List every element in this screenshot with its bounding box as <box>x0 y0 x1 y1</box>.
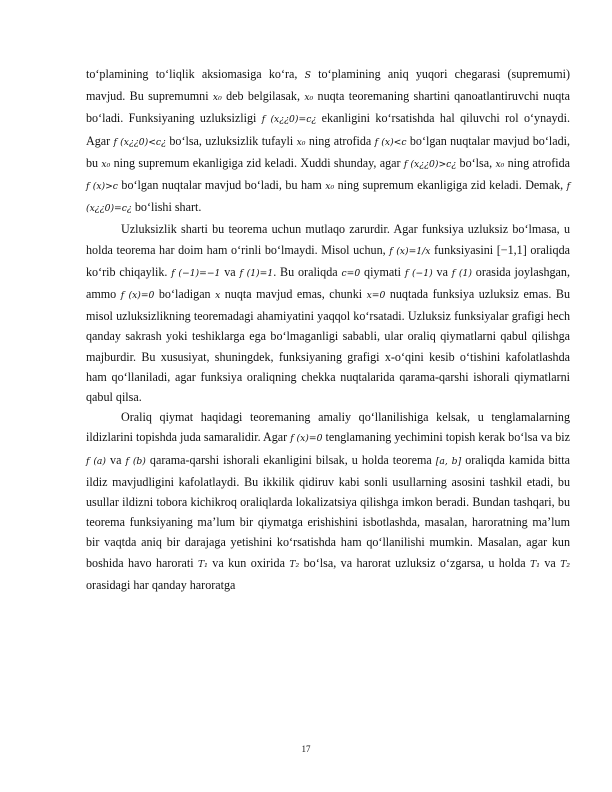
math-expression: x <box>215 290 221 302</box>
text-run: va <box>105 452 126 467</box>
math-expression: x₀ <box>304 92 314 104</box>
text-run: orasida joylashgan, ammo <box>86 264 570 302</box>
math-expression: T₁ <box>198 558 208 570</box>
text-run: qarama-qarshi ishorali ekanligini bilsak, u holda teorema <box>145 452 436 467</box>
math-expression: f (x)=0 <box>120 290 155 302</box>
text-run: ning atrofida <box>305 133 375 148</box>
text-run: va <box>539 555 561 570</box>
math-expression: f (b) <box>125 455 146 467</box>
text-run: bo‘lishi shart. <box>131 200 202 215</box>
math-expression: T₂ <box>289 558 300 570</box>
math-expression: f (x)>c <box>86 181 118 193</box>
document-body <box>86 64 570 595</box>
math-expression: f (1) <box>451 267 472 279</box>
text-run: bo‘lgan nuqtalar mavjud bo‘ladi, bu <box>86 133 571 170</box>
text-run: nuqtada funksiya uzluksiz emas. Bu misol uzluksizlikning teoremadagi ahamiyatini yaqqol ko‘rsatadi. Uzluksiz funksiyalar grafigi hech qanday sakrash yoki teshiklarga ega bo‘lmaganligi sababli, ular oraliq qiymatlarni qabul qilishga majburdir. Bu xususiyat, shuningdek, funksiyaning grafigi x-o‘qini kesib o‘tishini kafolatlashda ham qo‘llaniladi, agar funksiya oraliqning chekka nuqtalarida qarama-qarshi ishorali qiymatlarni qabul qilsa. <box>86 287 570 405</box>
math-expression: f (x)=0 <box>290 433 323 445</box>
math-expression: f (−1)=−1 <box>171 267 221 279</box>
math-expression: f (x)=1/x <box>389 245 431 257</box>
math-expression: T₁ <box>530 558 540 570</box>
text-run: to‘plamining aniq yuqori chegarasi (supremumi) mavjud. Bu supremumni <box>86 67 570 104</box>
text-run: bo‘ladigan <box>154 287 216 302</box>
math-expression: x=0 <box>366 290 386 302</box>
math-expression: x₀ <box>212 92 222 104</box>
text-run: oraliqda kamida bitta ildiz mavjudligini kafolatlaydi. Bu ikkilik qidiruv kabi sonli usullarning asosini tashkil etadi, bu usullar ildizni tobora kichikroq oraliqlarda lokalizatsiya qilishga imkon beradi. Bundan tashqari, bu teorema funksiyaning maʼlum bir qiymatga erishishini isbotlashda, masalan, haroratning maʼlum bir vaqtda aniq bir darajaga yetishini ko‘rsatishda ham qo‘llanilishi mumkin. Masalan, agar kun boshida havo harorati <box>86 452 570 570</box>
math-expression: x₀ <box>325 181 335 193</box>
page-number: 17 <box>301 744 311 754</box>
text-run: tenglamaning yechimini topish kerak bo‘lsa va biz <box>322 430 570 445</box>
math-expression: c=0 <box>341 267 361 279</box>
text-run: va <box>220 264 240 279</box>
math-expression: f (x¿¿0)=c¿ <box>86 181 571 215</box>
text-run: funksiyasini [−1,1] oraliqda ko‘rib chiqaylik. <box>86 242 570 279</box>
paragraph <box>86 407 570 595</box>
math-expression: f (a) <box>86 455 106 467</box>
text-run: nuqta teoremaning shartini qanoatlantiruvchi nuqta bo‘ladi. Funksiyaning uzluksizligi <box>86 89 570 126</box>
text-run: bo‘lgan nuqtalar mavjud bo‘ladi, bu ham <box>117 178 326 193</box>
text-run: . Bu oraliqda <box>273 264 342 279</box>
math-expression: f (x¿¿0)>c¿ <box>403 158 457 170</box>
text-run: Uzluksizlik sharti bu teorema uchun mutlaqo zarurdir. Agar funksiya uzluksiz bo‘lmasa, u holda teorema har doim ham o‘rinli bo‘lmaydi. Misol uchun, <box>86 222 570 257</box>
math-expression: f (x¿¿0)<c¿ <box>113 136 166 148</box>
text-run: ning atrofida <box>504 155 571 170</box>
math-expression: x₀ <box>495 158 505 170</box>
math-expression: f (x)<c <box>374 136 407 148</box>
math-expression: f (x¿¿0)=c¿ <box>261 114 317 126</box>
math-expression: x₀ <box>296 136 306 148</box>
text-run: Oraliq qiymat haqidagi teoremaning amaliy qo‘llanilishiga kelsak, u tenglamalarning ildizlarini topishda juda samaralidir. Agar <box>86 410 570 445</box>
math-expression: f (−1) <box>404 267 433 279</box>
text-run: va kun oxirida <box>207 555 290 570</box>
text-run: ning supremum ekanligiga zid keladi. Xuddi shunday, agar <box>110 155 404 170</box>
math-expression: x₀ <box>101 158 111 170</box>
math-expression: T₂ <box>560 558 570 570</box>
text-run: ning supremum ekanligiga zid keladi. Demak, <box>334 178 567 193</box>
math-expression: [a, b] <box>435 455 462 467</box>
text-run: deb belgilasak, <box>221 89 305 104</box>
text-run: bo‘lsa, uzluksizlik tufayli <box>166 133 297 148</box>
math-expression: S <box>304 70 311 81</box>
text-run: qiymati <box>360 264 405 279</box>
math-expression: f (1)=1 <box>239 267 274 279</box>
paragraph <box>86 64 570 219</box>
text-run: to‘plamining to‘liqlik aksiomasiga ko‘ra, <box>86 67 305 81</box>
text-run: va <box>432 264 452 279</box>
paragraph <box>86 219 570 407</box>
text-run: bo‘lsa, va harorat uzluksiz o‘zgarsa, u holda <box>299 555 531 570</box>
text-run: bo‘lsa, <box>456 155 496 170</box>
text-run: nuqta mavjud emas, chunki <box>220 287 367 302</box>
text-run: orasidagi har qanday haroratga <box>86 577 236 592</box>
text-run: ekanligini ko‘rsatishda hal qiluvchi rol o‘ynaydi. Agar <box>86 111 570 148</box>
